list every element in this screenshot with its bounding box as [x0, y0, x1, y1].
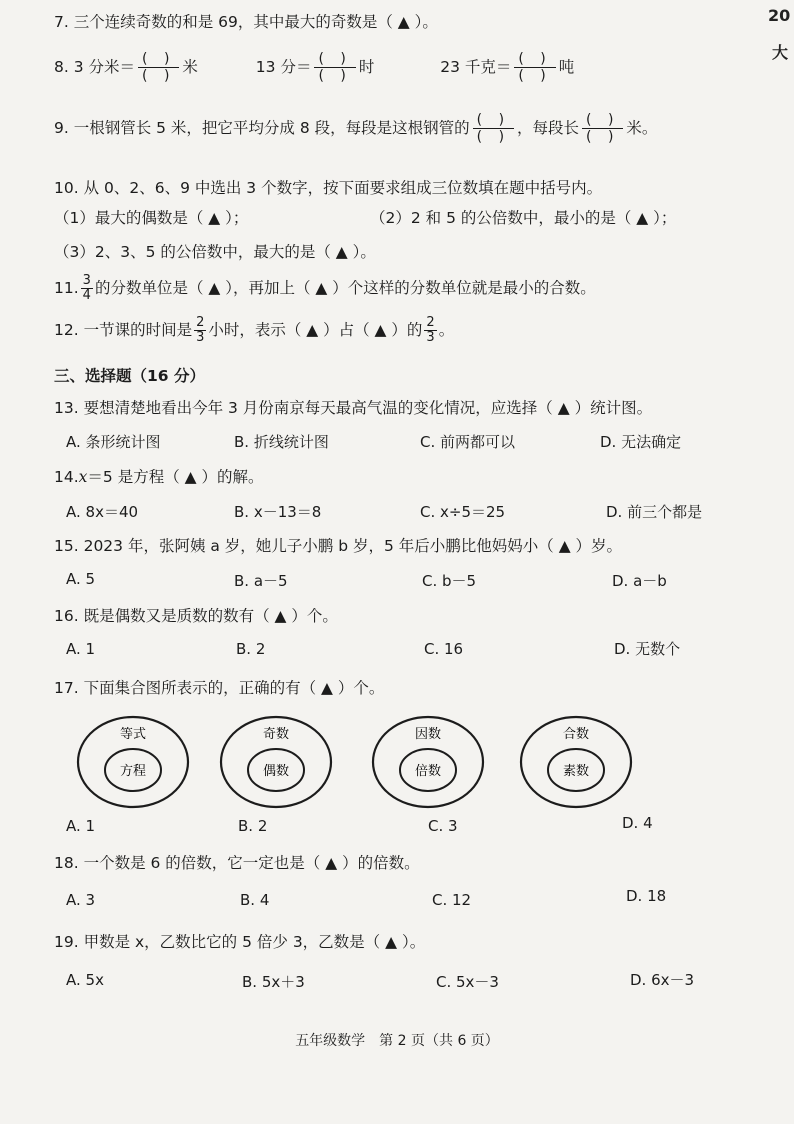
q8-b-left: 13 分＝ [255, 58, 312, 76]
q16-option-a[interactable]: A. 1 [66, 640, 96, 658]
venn-2-outer-label: 奇数 [262, 727, 290, 742]
q14-option-d[interactable]: D. 前三个都是 [606, 503, 703, 521]
venn-2-inner-label: 偶数 [262, 764, 290, 779]
q12-fraction-2: $\frac{2}{3}$ [426, 315, 435, 345]
question-14-stem [54, 467, 263, 487]
q14-option-c[interactable]: C. x÷5＝25 [420, 503, 506, 521]
q18-option-a[interactable]: A. 3 [66, 891, 96, 909]
question-10-part-2: （2）2 和 5 的公倍数中，最小的是（ ▲ ）； [370, 209, 677, 227]
venn-1-inner-label: 方程 [119, 764, 147, 779]
q9-pre: 9. 一根钢管长 5 米，把它平均分成 8 段，每段是这根钢管的 [54, 119, 470, 137]
q18-option-b[interactable]: B. 4 [240, 891, 270, 909]
q19-option-a[interactable]: A. 5x [66, 971, 104, 989]
q18-option-d[interactable]: D. 18 [626, 887, 667, 905]
q17-option-b[interactable]: B. 2 [238, 817, 268, 835]
q13-option-a[interactable]: A. 条形统计图 [66, 433, 161, 451]
q14-variable: x [78, 468, 88, 486]
question-12 [54, 312, 454, 348]
q8-c-answer-fraction[interactable]: $\frac{( )}{( )}$ [514, 51, 555, 84]
question-10-part-1: （1）最大的偶数是（ ▲ ）； [54, 209, 249, 227]
venn-1-outer-label: 等式 [119, 727, 147, 742]
q8-a-left: 3 分米＝ [73, 58, 136, 76]
q9-mid: ，每段长 [517, 119, 580, 137]
venn-diagram-2[interactable] [221, 717, 331, 807]
section-3-title: 三、选择题（16 分） [54, 367, 205, 385]
q8-c-unit: 吨 [558, 58, 575, 76]
q15-option-d[interactable]: D. a－b [612, 572, 667, 590]
q13-option-d[interactable]: D. 无法确定 [600, 433, 682, 451]
question-17-stem: 17. 下面集合图所表示的，正确的有（ ▲ ）个。 [54, 679, 385, 697]
page-footer: 五年级数学 第 2 页（共 6 页） [295, 1033, 499, 1049]
q16-option-c[interactable]: C. 16 [424, 640, 464, 658]
q14-option-b[interactable]: B. x－13＝8 [234, 503, 322, 521]
corner-fragment-bottom: 大 [772, 43, 789, 62]
question-7: 7. 三个连续奇数的和是 69，其中最大的奇数是（ ▲ ）。 [54, 13, 438, 31]
q8-a-answer-fraction[interactable]: $\frac{( )}{( )}$ [138, 51, 179, 84]
q14-text: ＝5 是方程（ ▲ ）的解。 [87, 468, 264, 486]
q11-text: 的分数单位是（ ▲ ），再加上（ ▲ ）个这样的分数单位就是最小的合数。 [94, 279, 596, 297]
q8-c-left: 23 千克＝ [440, 58, 512, 76]
venn-3-outer-label: 因数 [414, 727, 442, 742]
q14-option-a[interactable]: A. 8x＝40 [66, 503, 139, 521]
q19-option-c[interactable]: C. 5x－3 [436, 973, 499, 991]
q15-option-c[interactable]: C. b－5 [422, 572, 477, 590]
q11-number: 11. [54, 279, 79, 297]
q9-fraction-answer[interactable]: $\frac{( )}{( )}$ [473, 112, 514, 145]
question-9 [54, 111, 657, 145]
venn-4-inner-label: 素数 [562, 764, 590, 779]
q19-option-d[interactable]: D. 6x－3 [630, 971, 695, 989]
question-13-stem: 13. 要想清楚地看出今年 3 月份南京每天最高气温的变化情况，应选择（ ▲ ）统计图。 [54, 399, 653, 417]
q13-option-b[interactable]: B. 折线统计图 [234, 433, 329, 451]
question-11 [54, 270, 596, 306]
question-8 [54, 50, 574, 84]
question-10-stem: 10. 从 0、2、6、9 中选出 3 个数字，按下面要求组成三位数填在题中括号内。 [54, 179, 603, 197]
question-15-stem: 15. 2023 年，张阿姨 a 岁，她儿子小鹏 b 岁，5 年后小鹏比他妈妈小（ ▲ ）岁。 [54, 537, 623, 555]
q12-pre: 12. 一节课的时间是 [54, 321, 193, 339]
q12-end: 。 [438, 321, 455, 339]
q17-option-c[interactable]: C. 3 [428, 817, 458, 835]
venn-diagram-1[interactable] [78, 717, 188, 807]
q15-option-b[interactable]: B. a－5 [234, 572, 288, 590]
venn-3-inner-label: 倍数 [414, 764, 442, 779]
venn-diagram-4[interactable] [521, 717, 631, 807]
q14-number: 14. [54, 468, 79, 486]
q9-length-answer[interactable]: $\frac{( )}{( )}$ [582, 112, 623, 145]
q19-option-b[interactable]: B. 5x＋3 [242, 973, 305, 991]
q16-option-d[interactable]: D. 无数个 [614, 640, 681, 658]
question-8-number: 8. [54, 58, 69, 76]
venn-diagram-3[interactable] [373, 717, 483, 807]
q16-option-b[interactable]: B. 2 [236, 640, 266, 658]
q17-option-a[interactable]: A. 1 [66, 817, 96, 835]
corner-fragment-top: 20 [768, 6, 791, 25]
q12-mid: 小时，表示（ ▲ ）占（ ▲ ）的 [208, 321, 423, 339]
q8-b-answer-fraction[interactable]: $\frac{( )}{( )}$ [314, 51, 355, 84]
q11-fraction: $\frac{3}{4}$ [82, 273, 91, 303]
question-10-part-3: （3）2、3、5 的公倍数中，最大的是（ ▲ ）。 [54, 243, 376, 261]
q15-option-a[interactable]: A. 5 [66, 570, 96, 588]
q12-fraction-1: $\frac{2}{3}$ [196, 315, 205, 345]
q17-option-d[interactable]: D. 4 [622, 814, 653, 832]
q13-option-c[interactable]: C. 前两都可以 [420, 433, 516, 451]
q8-b-unit: 时 [358, 58, 375, 76]
venn-4-outer-label: 合数 [562, 727, 590, 742]
question-18-stem: 18. 一个数是 6 的倍数，它一定也是（ ▲ ）的倍数。 [54, 854, 420, 872]
q18-option-c[interactable]: C. 12 [432, 891, 472, 909]
q8-a-unit: 米 [182, 58, 198, 76]
venn-diagrams [0, 710, 794, 820]
q9-post: 米。 [626, 119, 658, 137]
question-16-stem: 16. 既是偶数又是质数的数有（ ▲ ）个。 [54, 607, 338, 625]
question-19-stem: 19. 甲数是 x，乙数比它的 5 倍少 3，乙数是（ ▲ ）。 [54, 933, 426, 951]
